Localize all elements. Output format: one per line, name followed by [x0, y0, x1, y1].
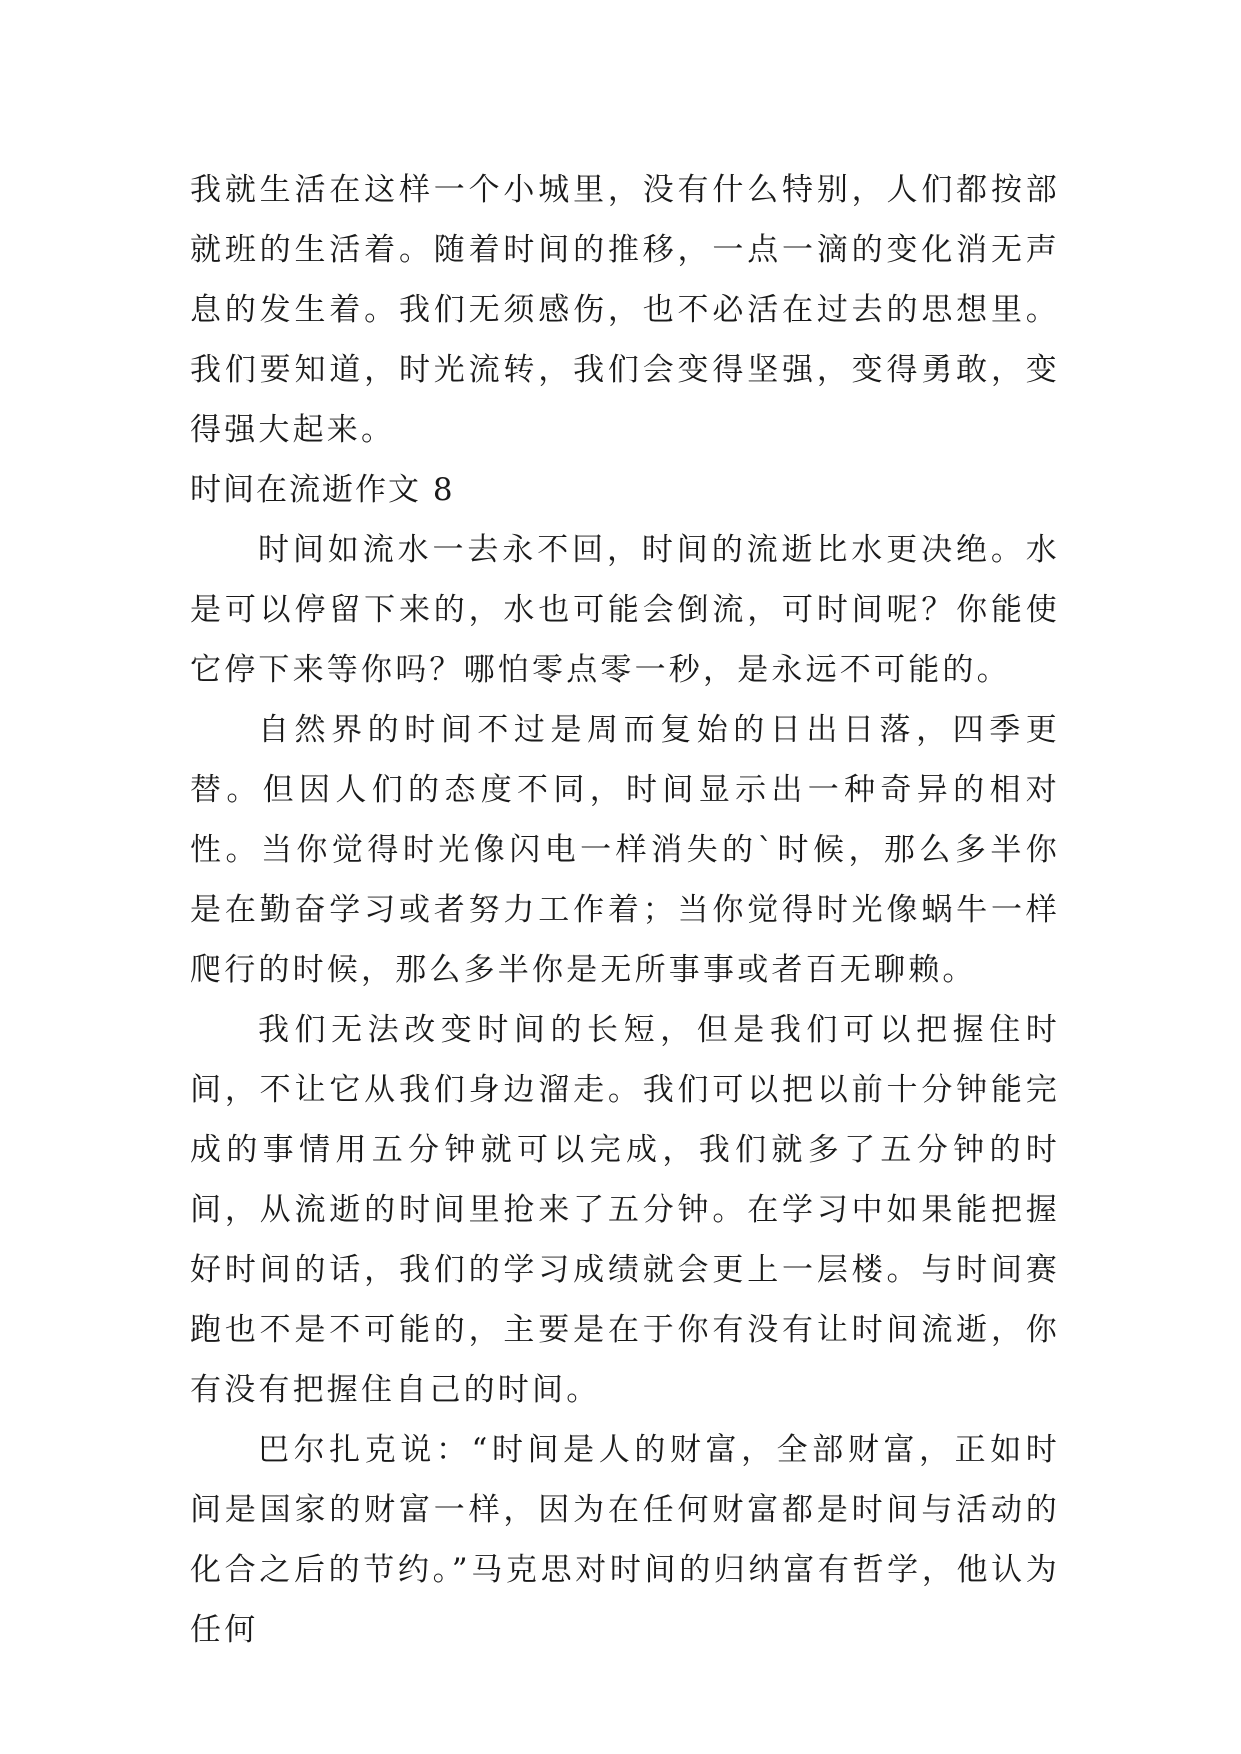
paragraph-balzac-quote: 巴尔扎克说：“时间是人的财富，全部财富，正如时间是国家的财富一样，因为在任何财富都是时间与活动的化合之后的节约。”马克思对时间的归纳富有哲学，他认为任何 [190, 1432, 1060, 1648]
paragraph-grasp-time: 我们无法改变时间的长短，但是我们可以把握住时间，不让它从我们身边溜走。我们可以把以前十分钟能完成的事情用五分钟就可以完成，我们就多了五分钟的时间，从流逝的时间里抢来了五分钟。在学习中如果能把握好时间的话，我们的学习成绩就会更上一层楼。与时间赛跑也不是不可能的，主要是在于你有没有让时间流逝，你有没有把握住自己的时间。 [190, 1012, 1060, 1408]
paragraph-relativity-of-time: 自然界的时间不过是周而复始的日出日落，四季更替。但因人们的态度不同，时间显示出一种奇异的相对性。当你觉得时光像闪电一样消失的`时候，那么多半你是在勤奋学习或者努力工作着；当你觉得时光像蜗牛一样爬行的时候，那么多半你是无所事事或者百无聊赖。 [190, 712, 1060, 988]
section-heading: 时间在流逝作文 8 [190, 472, 455, 508]
paragraph-time-like-water: 时间如流水一去永不回，时间的流逝比水更决绝。水是可以停留下来的，水也可能会倒流，可时间呢？你能使它停下来等你吗？哪怕零点零一秒，是永远不可能的。 [190, 532, 1060, 688]
document-body [190, 160, 1060, 1660]
paragraph-intro-ending: 我就生活在这样一个小城里，没有什么特别，人们都按部就班的生活着。随着时间的推移，一点一滴的变化消无声息的发生着。我们无须感伤，也不必活在过去的思想里。我们要知道，时光流转，我们会变得坚强，变得勇敢，变得强大起来。 [190, 172, 1060, 448]
